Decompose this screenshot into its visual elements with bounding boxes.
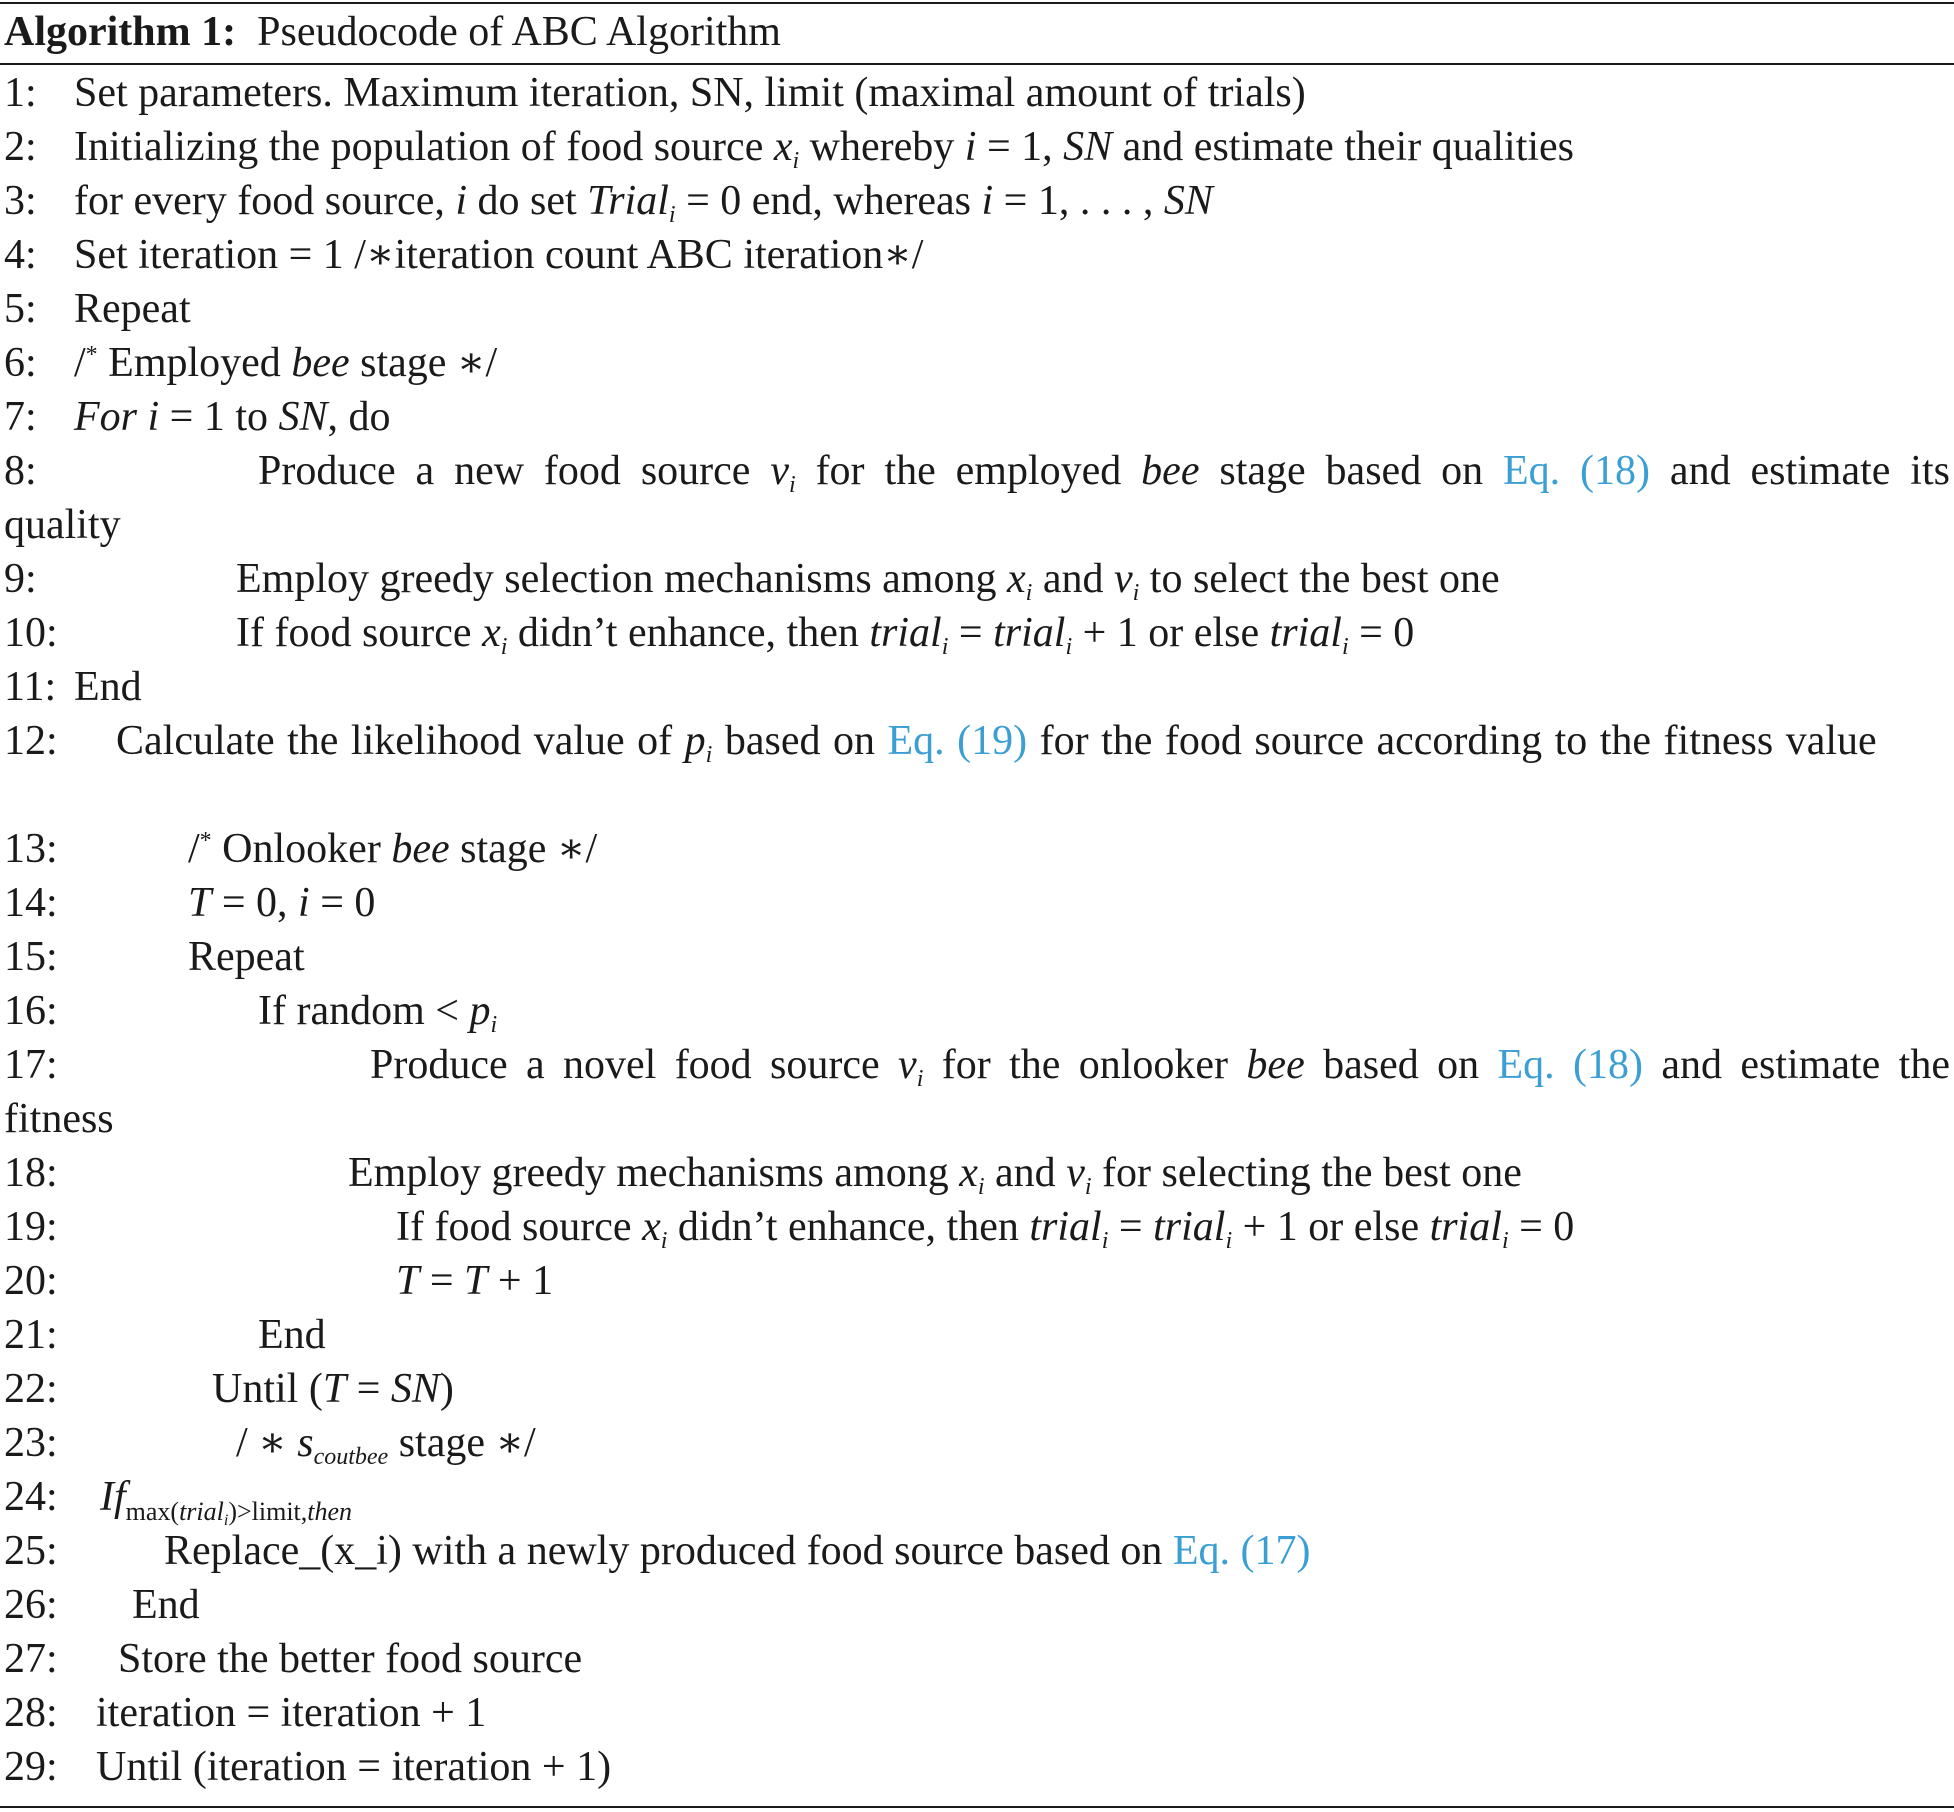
line-text: Onlooker	[211, 826, 392, 872]
algo-line-15	[4, 930, 1950, 984]
math-x: x	[482, 610, 501, 656]
math-bee: bee	[1246, 1042, 1305, 1088]
subscript-i: i	[941, 634, 949, 660]
math-bee: bee	[291, 340, 350, 386]
line-text: =	[419, 1258, 465, 1304]
line-number: 14:	[4, 880, 58, 926]
line-text: do set	[467, 178, 588, 224]
line-body	[4, 714, 1950, 768]
math-sn: SN	[390, 1366, 440, 1412]
line-text: and	[984, 1150, 1067, 1196]
line-text: , do	[327, 394, 391, 440]
line-text: stage ∗/	[449, 826, 598, 872]
algo-line-20	[4, 1254, 1950, 1308]
algo-line-27	[4, 1632, 1950, 1686]
line-text: = 1, . . . ,	[993, 178, 1164, 224]
line-text: whereby	[799, 124, 965, 170]
line-text: = 0	[1348, 610, 1415, 656]
line-text: and estimate the fitness	[4, 1042, 1950, 1142]
subscript-i: i	[500, 634, 508, 660]
algo-line-4	[4, 228, 1950, 282]
subscript-i: i	[705, 742, 713, 768]
math-t: T	[396, 1258, 420, 1304]
line-number: 6:	[4, 340, 37, 386]
line-text: based on	[712, 718, 888, 764]
line-text: didn’t enhance, then	[667, 1204, 1030, 1250]
subscript-i: i	[1132, 580, 1140, 606]
line-text: Set parameters. Maximum iteration, SN, limit (maximal amount of trials)	[74, 70, 1306, 116]
if-condition	[125, 1497, 353, 1529]
line-number: 29:	[4, 1744, 58, 1790]
algo-line-2	[4, 120, 1950, 174]
math-x: x	[642, 1204, 661, 1250]
math-trial: trial	[1429, 1204, 1502, 1250]
math-s: s	[297, 1420, 314, 1466]
subscript-i: i	[1341, 634, 1349, 660]
math-x: x	[773, 124, 793, 170]
algo-line-16	[4, 984, 1950, 1038]
line-text: Until (iteration = iteration + 1)	[96, 1744, 612, 1790]
math-sn: SN	[278, 394, 328, 440]
math-trial: trial	[179, 1497, 224, 1526]
algo-line-26	[4, 1578, 1950, 1632]
math-trial: trial	[869, 610, 942, 656]
line-text: Replace_(x_i) with a newly produced food source based on	[164, 1528, 1173, 1574]
algo-line-29	[4, 1740, 1950, 1794]
line-text: + 1	[487, 1258, 554, 1304]
line-body	[4, 1038, 1950, 1146]
line-number: 10:	[4, 610, 58, 656]
math-if: If	[100, 1474, 126, 1520]
algo-line-5	[4, 282, 1950, 336]
math-trial: Trial	[587, 178, 669, 224]
line-text: for every food source,	[74, 178, 456, 224]
subscript-i: i	[1084, 1174, 1092, 1200]
line-text: End	[258, 1312, 326, 1358]
superscript-star: *	[85, 342, 98, 368]
line-text: and estimate its quality	[4, 448, 1950, 548]
line-number: 9:	[4, 556, 37, 602]
line-number: 21:	[4, 1312, 58, 1358]
line-text: + 1 or else	[1232, 1204, 1430, 1250]
line-number: 15:	[4, 934, 58, 980]
algo-line-11	[4, 660, 1950, 714]
line-number: 23:	[4, 1420, 58, 1466]
algorithm-title: Pseudocode of ABC Algorithm	[257, 9, 781, 55]
subscript-i: i	[789, 472, 796, 498]
algo-line-14	[4, 876, 1950, 930]
line-number: 17:	[4, 1042, 58, 1088]
line-text: and estimate their qualities	[1112, 124, 1575, 170]
math-bee: bee	[391, 826, 450, 872]
header-rule	[0, 63, 1954, 65]
algo-line-19	[4, 1200, 1950, 1254]
line-text: to select the best one	[1139, 556, 1500, 602]
line-text: stage based on	[1199, 448, 1503, 494]
math-x: x	[959, 1150, 978, 1196]
algo-line-3	[4, 174, 1950, 228]
line-text: for the employed	[795, 448, 1142, 494]
line-number: 22:	[4, 1366, 58, 1412]
subscript-i: i	[1101, 1228, 1109, 1254]
line-text: Employ greedy selection mechanisms among	[236, 556, 1007, 602]
line-text: = 1,	[976, 124, 1064, 170]
line-text: Produce a new food source	[258, 448, 771, 494]
line-text: Store the better food source	[118, 1636, 583, 1682]
algo-line-13	[4, 822, 1950, 876]
algo-line-28	[4, 1686, 1950, 1740]
math-i: i	[147, 394, 160, 440]
math-trial: trial	[1153, 1204, 1226, 1250]
bottom-rule	[0, 1806, 1954, 1808]
subscript-i: i	[1065, 634, 1073, 660]
line-text: =	[1108, 1204, 1154, 1250]
subscript-i: i	[668, 202, 676, 228]
math-bee: bee	[1141, 448, 1200, 494]
line-text: stage ∗/	[349, 340, 498, 386]
math-i: i	[455, 178, 468, 224]
algo-line-6	[4, 336, 1950, 390]
line-number: 16:	[4, 988, 58, 1034]
math-t: T	[322, 1366, 347, 1412]
line-number: 1:	[4, 70, 37, 116]
line-text: and	[1032, 556, 1114, 602]
algo-line-10	[4, 606, 1950, 660]
subscript-coutbee: coutbee	[313, 1444, 389, 1470]
subscript-i: i	[223, 1512, 229, 1529]
line-number: 4:	[4, 232, 37, 278]
line-text: Until (	[212, 1366, 323, 1412]
algo-line-7	[4, 390, 1950, 444]
algo-line-18	[4, 1146, 1950, 1200]
line-number: 13:	[4, 826, 58, 872]
line-number: 7:	[4, 394, 37, 440]
eq17-link[interactable]: Eq. (17)	[1172, 1528, 1311, 1574]
line-text: Repeat	[74, 286, 191, 332]
line-text: If random <	[258, 988, 470, 1034]
subscript-i: i	[1225, 1228, 1233, 1254]
math-i: i	[981, 178, 994, 224]
algo-line-21	[4, 1308, 1950, 1362]
line-number: 20:	[4, 1258, 58, 1304]
line-text: stage ∗/	[388, 1420, 536, 1466]
algo-line-8	[4, 444, 1950, 552]
math-i: i	[964, 124, 977, 170]
line-text: Employ greedy mechanisms among	[348, 1150, 960, 1196]
line-text: /	[74, 340, 86, 386]
algo-line-1	[4, 66, 1950, 120]
line-number: 24:	[4, 1474, 58, 1520]
algorithm-label: Algorithm 1:	[4, 9, 237, 55]
line-number: 19:	[4, 1204, 58, 1250]
line-text: =	[948, 610, 994, 656]
math-p: p	[684, 718, 706, 764]
math-v: v	[1066, 1150, 1085, 1196]
eq19-link[interactable]: Eq. (19)	[887, 718, 1028, 764]
subscript-i: i	[1025, 580, 1033, 606]
top-rule	[0, 2, 1954, 4]
line-text: )>limit,	[228, 1497, 308, 1526]
line-text: Repeat	[188, 934, 305, 980]
line-text: If food source	[236, 610, 483, 656]
math-sn: SN	[1063, 124, 1113, 170]
line-text: = 1 to	[159, 394, 279, 440]
math-p: p	[469, 988, 491, 1034]
line-number: 8:	[4, 448, 37, 494]
subscript-i: i	[490, 1012, 498, 1038]
math-i: i	[298, 880, 310, 926]
math-v: v	[1113, 556, 1133, 602]
eq18-link[interactable]: Eq. (18)	[1503, 448, 1651, 494]
line-text: based on	[1304, 1042, 1498, 1088]
line-number: 18:	[4, 1150, 58, 1196]
algo-line-17	[4, 1038, 1950, 1146]
math-sn: SN	[1163, 178, 1213, 224]
algo-line-12	[4, 714, 1950, 768]
line-text: End	[132, 1582, 200, 1628]
line-text: If food source	[396, 1204, 643, 1250]
line-text: = 0	[1508, 1204, 1575, 1250]
line-number: 2:	[4, 124, 37, 170]
line-number: 25:	[4, 1528, 58, 1574]
line-text: didn’t enhance, then	[507, 610, 870, 656]
line-text: = 0 end, whereas	[675, 178, 982, 224]
line-text: for selecting the best one	[1091, 1150, 1522, 1196]
line-number: 12:	[4, 718, 58, 764]
line-body	[4, 444, 1950, 552]
line-text: Produce a novel food source	[370, 1042, 899, 1088]
subscript-i: i	[977, 1174, 985, 1200]
line-number: 28:	[4, 1690, 58, 1736]
math-x: x	[1006, 556, 1026, 602]
line-text: + 1 or else	[1072, 610, 1270, 656]
math-for: For	[74, 394, 137, 440]
math-v: v	[898, 1042, 917, 1088]
math-v: v	[770, 448, 789, 494]
algo-line-9	[4, 552, 1950, 606]
line-number: 11:	[4, 664, 57, 710]
algorithm-caption	[4, 6, 781, 58]
math-trial: trial	[1269, 610, 1342, 656]
subscript-i: i	[916, 1066, 924, 1092]
line-text: End	[74, 664, 142, 710]
line-text: )	[439, 1366, 454, 1412]
math-then: then	[307, 1497, 353, 1526]
line-text: Initializing the population of food source	[74, 124, 774, 170]
math-trial: trial	[1029, 1204, 1102, 1250]
line-text: =	[346, 1366, 391, 1412]
line-text: max(	[125, 1497, 180, 1526]
line-number: 26:	[4, 1582, 58, 1628]
line-text: Calculate the likelihood value of	[116, 718, 685, 764]
line-text: for the onlooker	[923, 1042, 1247, 1088]
subscript-i: i	[1501, 1228, 1509, 1254]
algo-line-22	[4, 1362, 1950, 1416]
math-trial: trial	[993, 610, 1066, 656]
line-text: = 0	[309, 880, 376, 926]
subscript-i: i	[660, 1228, 668, 1254]
line-text: /	[188, 826, 200, 872]
eq18-link[interactable]: Eq. (18)	[1497, 1042, 1643, 1088]
line-text: Employed	[97, 340, 292, 386]
line-text: / ∗	[236, 1420, 298, 1466]
math-t: T	[188, 880, 212, 926]
line-text: Set iteration = 1 /∗iteration count ABC iteration∗/	[74, 232, 924, 278]
subscript-i: i	[792, 148, 800, 174]
math-t: T	[464, 1258, 488, 1304]
line-text: iteration = iteration + 1	[96, 1690, 487, 1736]
superscript-star: *	[199, 828, 212, 854]
line-text: = 0,	[211, 880, 299, 926]
line-number: 5:	[4, 286, 37, 332]
line-text: for the food source according to the fitness value	[1027, 718, 1877, 764]
line-number: 3:	[4, 178, 37, 224]
line-number: 27:	[4, 1636, 58, 1682]
algo-line-23	[4, 1416, 1950, 1470]
algo-line-25	[4, 1524, 1950, 1578]
